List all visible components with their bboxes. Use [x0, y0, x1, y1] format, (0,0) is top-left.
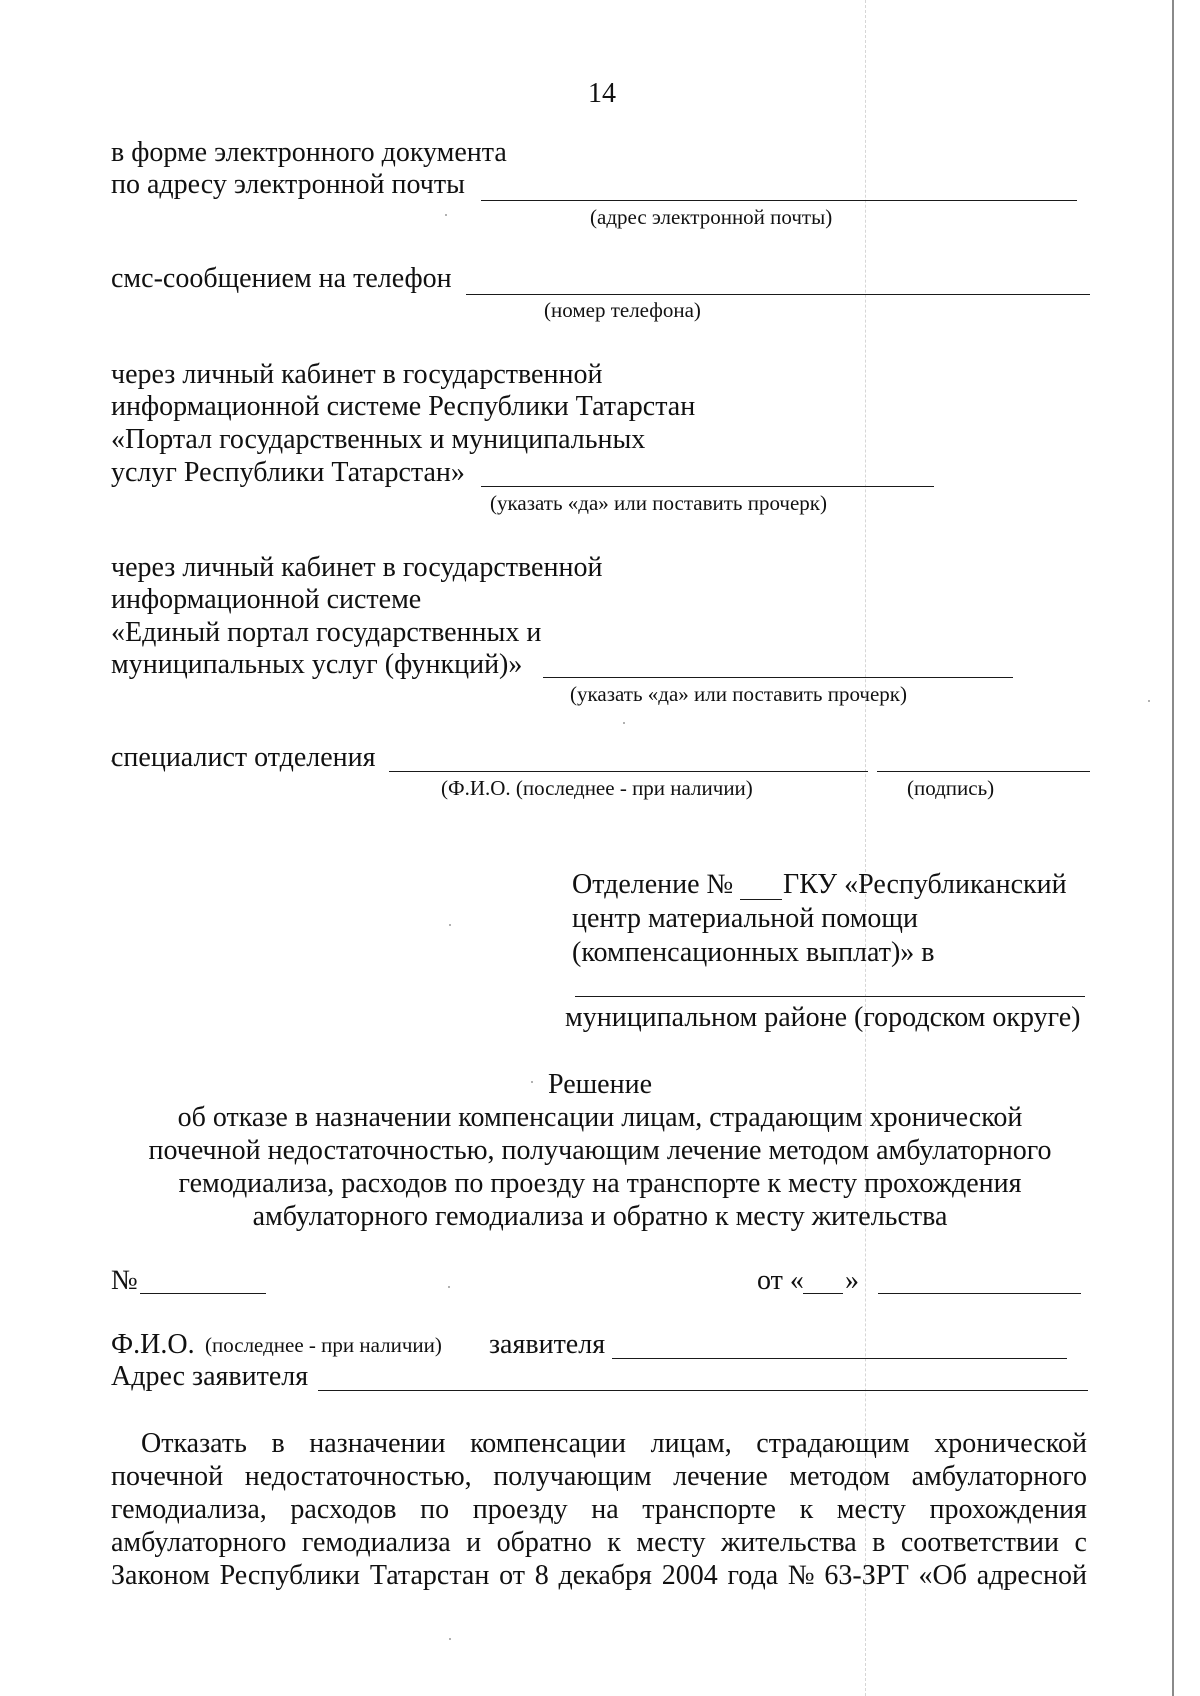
- municipality-field[interactable]: [575, 996, 1085, 997]
- email-line-2: по адресу электронной почты: [111, 169, 465, 200]
- federal-portal-line-3: «Единый портал государственных и: [111, 617, 542, 648]
- tatarstan-portal-caption: (указать «да» или поставить прочерк): [490, 491, 828, 515]
- decision-subtitle-4: амбулаторного гемодиализа и обратно к месту жительства: [252, 1201, 948, 1232]
- specialist-label: специалист отделения: [111, 742, 376, 773]
- decision-day-field[interactable]: [803, 1293, 843, 1294]
- specialist-signature-caption: (подпись): [907, 776, 995, 800]
- phone-caption: (номер телефона): [544, 298, 701, 322]
- decision-date-from: от «: [757, 1265, 804, 1296]
- federal-portal-line-2: информационной системе: [111, 584, 422, 615]
- decision-number-label: №: [111, 1265, 138, 1296]
- federal-portal-caption: (указать «да» или поставить прочерк): [570, 682, 908, 706]
- decision-number-field[interactable]: [140, 1293, 266, 1294]
- decision-date-close: »: [845, 1265, 859, 1296]
- scan-speck: [448, 1286, 450, 1288]
- addressee-line-3: (компенсационных выплат)» в: [572, 937, 935, 968]
- department-number-field[interactable]: [740, 899, 782, 900]
- phone-field[interactable]: [466, 294, 1090, 295]
- applicant-fio-label-2: заявителя: [489, 1329, 606, 1360]
- decision-body-line-5: Законом Республики Татарстан от 8 декабря 2004 года № 63-ЗРТ «Об адресной: [111, 1560, 1087, 1591]
- tatarstan-portal-line-1: через личный кабинет в государственной: [111, 359, 603, 390]
- scan-edge: [1172, 0, 1174, 1696]
- addressee-line-2: центр материальной помощи: [572, 903, 918, 934]
- tatarstan-portal-field[interactable]: [481, 486, 934, 487]
- email-caption: (адрес электронной почты): [590, 205, 833, 229]
- tatarstan-portal-line-2: информационной системе Республики Татарстан: [111, 391, 696, 422]
- decision-subtitle-2: почечной недостаточностью, получающим лечение методом амбулаторного: [148, 1135, 1052, 1166]
- addressee-line-4: муниципальном районе (городском округе): [565, 1002, 1081, 1033]
- decision-body-line-4: амбулаторного гемодиализа и обратно к месту жительства в соответствии с: [111, 1527, 1087, 1558]
- applicant-address-label: Адрес заявителя: [111, 1361, 309, 1392]
- scan-speck: [449, 924, 451, 926]
- specialist-signature-field[interactable]: [877, 771, 1090, 772]
- tatarstan-portal-line-4: услуг Республики Татарстан»: [111, 457, 465, 488]
- specialist-fio-field[interactable]: [389, 771, 868, 772]
- decision-subtitle-1: об отказе в назначении компенсации лицам, страдающим хронической: [177, 1102, 1023, 1133]
- decision-body-line-3: гемодиализа, расходов по проезду на транспорте к месту прохождения: [111, 1494, 1087, 1525]
- email-line-1: в форме электронного документа: [111, 137, 507, 168]
- page-number: 14: [588, 78, 616, 109]
- applicant-address-field[interactable]: [318, 1390, 1088, 1391]
- tatarstan-portal-line-3: «Портал государственных и муниципальных: [111, 424, 646, 455]
- sms-label: смс-сообщением на телефон: [111, 263, 452, 294]
- addressee-line-1-prefix: Отделение №: [572, 869, 734, 900]
- email-field[interactable]: [481, 200, 1077, 201]
- federal-portal-line-1: через личный кабинет в государственной: [111, 552, 603, 583]
- scan-speck: [623, 722, 625, 724]
- scan-speck: [1148, 700, 1150, 702]
- decision-subtitle-3: гемодиализа, расходов по проезду на транспорте к месту прохождения: [178, 1168, 1022, 1199]
- decision-body-line-1: Отказать в назначении компенсации лицам, страдающим хронической: [141, 1428, 1087, 1459]
- applicant-fio-note: (последнее - при наличии): [205, 1333, 442, 1357]
- specialist-fio-caption: (Ф.И.О. (последнее - при наличии): [441, 776, 753, 800]
- federal-portal-field[interactable]: [543, 677, 1013, 678]
- addressee-line-1-suffix: ГКУ «Республиканский: [783, 869, 1067, 900]
- scan-speck: [449, 1638, 451, 1640]
- scan-speck: [445, 214, 447, 216]
- federal-portal-line-4: муниципальных услуг (функций)»: [111, 649, 523, 680]
- applicant-fio-field[interactable]: [612, 1358, 1067, 1359]
- decision-title: Решение: [547, 1069, 652, 1100]
- decision-body-line-2: почечной недостаточностью, получающим лечение методом амбулаторного: [111, 1461, 1087, 1492]
- decision-month-year-field[interactable]: [878, 1293, 1081, 1294]
- applicant-fio-label-1: Ф.И.О.: [111, 1329, 195, 1360]
